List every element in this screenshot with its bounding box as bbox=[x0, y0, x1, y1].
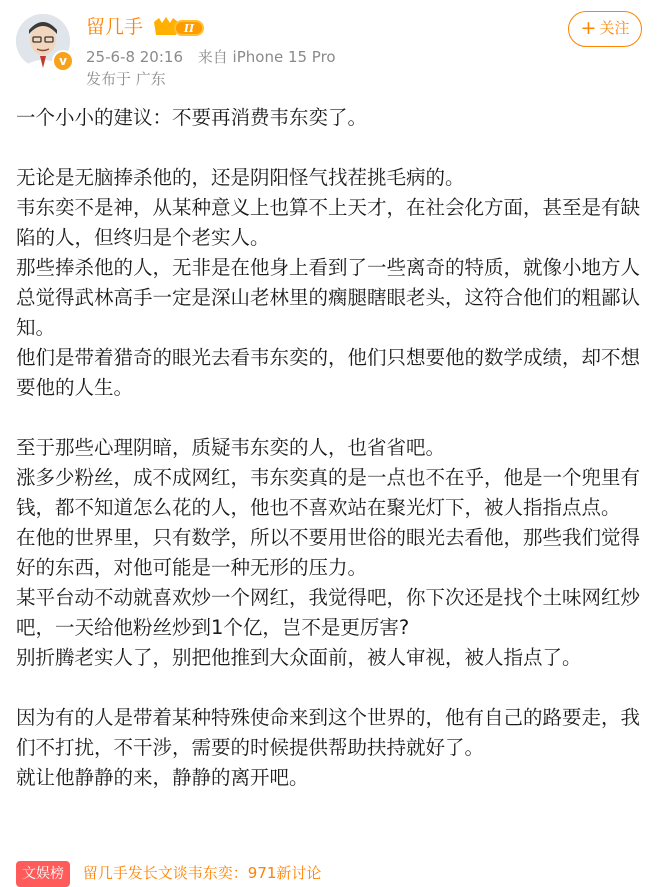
post-location: 发布于 广东 bbox=[86, 70, 166, 88]
post-paragraph: 就让他静静的来，静静的离开吧。 bbox=[16, 766, 309, 789]
post-timestamp: 25-6-8 20:16 bbox=[86, 48, 183, 66]
post-meta bbox=[86, 46, 346, 68]
paragraph-spacer bbox=[16, 133, 644, 163]
post-paragraph: 他们是带着猎奇的眼光去看韦东奕的，他们只想要他的数学成绩，却不想要他的人生。 bbox=[16, 346, 641, 399]
follow-label: 关注 bbox=[599, 19, 630, 37]
topic-tag: 文娱榜 bbox=[16, 861, 70, 887]
post-paragraph: 在他的世界里，只有数学，所以不要用世俗的眼光去看他，那些我们觉得好的东西，对他可能是一种无形的压力。 bbox=[16, 526, 641, 579]
post-paragraph: 因为有的人是带着某种特殊使命来到这个世界的，他有自己的路要走，我们不打扰，不干涉，需要的时候提供帮助扶持就好了。 bbox=[16, 706, 641, 759]
post-body bbox=[16, 103, 644, 793]
post-paragraph: 某平台动不动就喜欢炒一个网红，我觉得吧，你下次还是找个土味网红炒吧，一天给他粉丝炒到1个亿，岂不是更厉害? bbox=[16, 586, 641, 639]
paragraph-spacer bbox=[16, 673, 644, 703]
verified-badge-icon: v bbox=[52, 50, 74, 72]
post-paragraph: 至于那些心理阴暗，质疑韦东奕的人，也省省吧。 bbox=[16, 436, 446, 459]
post-paragraph: 一个小小的建议：不要再消费韦东奕了。 bbox=[16, 106, 368, 129]
post-paragraph: 韦东奕不是神，从某种意义上也算不上天才，在社会化方面，甚至是有缺陷的人，但终归是个老实人。 bbox=[16, 196, 641, 249]
paragraph-spacer bbox=[16, 403, 644, 433]
post-paragraph: 那些捧杀他的人，无非是在他身上看到了一些离奇的特质，就像小地方人总觉得武林高手一定是深山老林里的瘸腿瞎眼老头，这符合他们的粗鄙认知。 bbox=[16, 256, 641, 339]
vip-level: II bbox=[183, 22, 195, 35]
post-source: 来自 iPhone 15 Pro bbox=[197, 48, 336, 66]
post-header bbox=[0, 0, 660, 100]
post-paragraph: 涨多少粉丝，成不成网红，韦东奕真的是一点也不在乎，他是一个兜里有钱，都不知道怎么花的人，他也不喜欢站在聚光灯下，被人指指点点。 bbox=[16, 466, 641, 519]
post-paragraph: 无论是无脑捧杀他的，还是阴阳怪气找茬挑毛病的。 bbox=[16, 166, 465, 189]
vip-crown-icon[interactable] bbox=[152, 15, 206, 39]
topic-bar[interactable] bbox=[16, 860, 321, 886]
follow-button[interactable] bbox=[568, 11, 642, 47]
username[interactable]: 留几手 bbox=[86, 16, 144, 38]
plus-icon: + bbox=[580, 17, 597, 39]
post-paragraph: 别折腾老实人了，别把他推到大众面前，被人审视，被人指点了。 bbox=[16, 646, 582, 669]
topic-link[interactable]: 留几手发长文谈韦东奕：971新讨论 bbox=[82, 864, 322, 882]
